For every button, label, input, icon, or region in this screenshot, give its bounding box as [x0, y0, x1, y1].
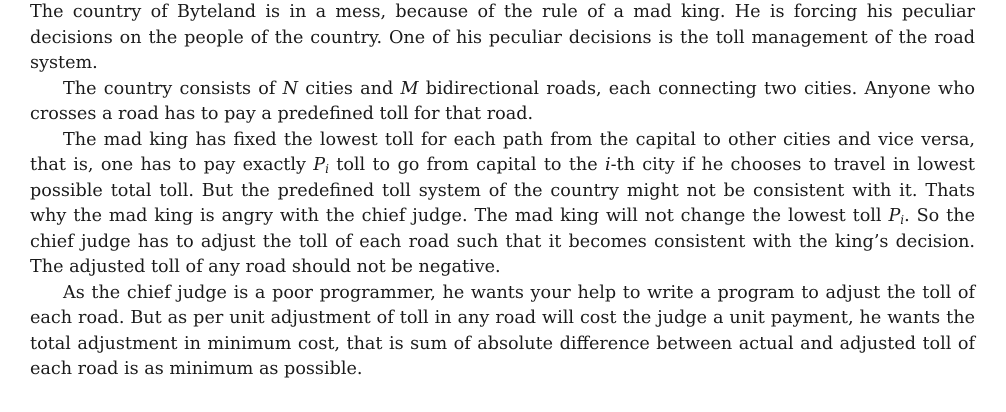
problem-statement [30, 0, 975, 383]
paragraph-cities-roads [30, 77, 975, 128]
text-segment: bidirectional roads, each connecting two cities. Anyone who crosses a road has to pay a predefined toll for that road. [30, 78, 975, 124]
math-var-m: M [400, 78, 419, 99]
paragraph-lowest-toll [30, 128, 975, 281]
math-subscript-i: i [900, 213, 905, 227]
text-segment: -th city if he chooses to travel in lowest possible total toll. But the predefined toll system of the country might not be consistent with it. Thats why the mad king is angry with the chief judge. The mad king will not change the lowest toll [30, 155, 975, 226]
math-var-i: i [604, 155, 611, 175]
math-var-n: N [282, 78, 299, 99]
math-var-p: P [313, 155, 326, 175]
math-subscript-i: i [325, 162, 329, 176]
text-segment: The country consists of [63, 78, 283, 99]
text-segment: toll to go from capital to the [328, 155, 605, 175]
paragraph-chief-judge: As the chief judge is a poor programmer, he wants your help to write a program to adjust the toll of each road. But as per unit adjustment of toll in any road will cost the judge a unit payment, he wants the total adjustment in minimum cost, that is sum of absolute difference between actual and adjusted toll of each road is as minimum as possible. [30, 282, 975, 379]
paragraph-intro: The country of Byteland is in a mess, because of the rule of a mad king. He is forcing his peculiar decisions on the people of the country. One of his peculiar decisions is the toll management of the road system. [30, 2, 975, 73]
text-segment: cities and [298, 78, 401, 99]
text-segment: The mad king has fixed the lowest toll for each path from the capital to other cities and vice versa, that is, one has to pay exactly [30, 129, 975, 175]
text-segment: . So the chief judge has to adjust the toll of each road such that it becomes consistent with the king’s decision. The adjusted toll of any road should not be negative. [30, 206, 975, 277]
math-var-p: P [888, 206, 901, 226]
